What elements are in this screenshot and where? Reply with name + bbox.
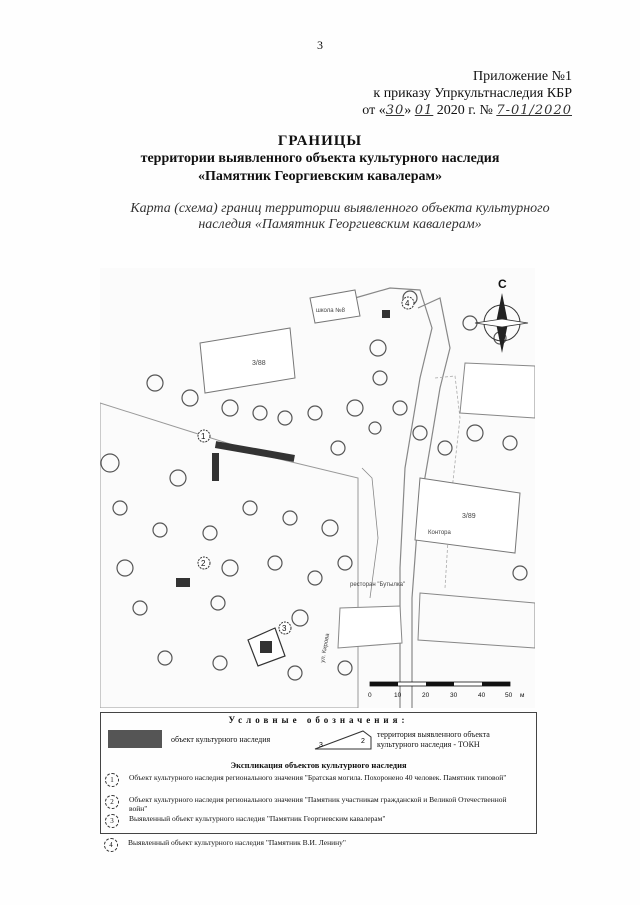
explication-item-3 [105, 814, 525, 828]
label-kontora: Контора [428, 530, 451, 536]
appendix-line1: Приложение №1 [473, 69, 572, 84]
explication-item-2 [105, 795, 525, 813]
monument-object-4 [382, 310, 390, 318]
explication-num-1: 1 [105, 773, 119, 787]
scale-tick-0: 0 [368, 692, 372, 699]
explication-text-1: Объект культурного наследия регионального значения "Братская могила. Похоронено 40 человек. Памятник типовой" [129, 773, 507, 782]
marker-4: 4 [405, 299, 410, 308]
title-heading: ГРАНИЦЫ [277, 133, 363, 149]
explication-text-2: Объект культурного наследия регионального значения "Памятник участникам гражданской и Великой Отечественной войн" [129, 795, 507, 813]
explication-text-3: Выявленный объект культурного наследия "Памятник Георгиевским кавалерам" [129, 814, 386, 823]
date-year: 2020 г. № [436, 103, 493, 118]
title-block [0, 133, 640, 186]
marker-1: 1 [201, 432, 206, 441]
legend-title: Условные обозначения: [228, 715, 409, 725]
legend-label-territory: территория выявленного объекта культурного наследия - ТОКН [377, 730, 490, 749]
appendix-header [362, 68, 572, 119]
legend-swatch-territory [313, 729, 373, 751]
scale-tick-10: 10 [394, 692, 402, 699]
date-mid: » [404, 103, 412, 118]
explication-num-3: 3 [105, 814, 119, 828]
scale-tick-30: 30 [450, 692, 458, 699]
explication-num-2: 2 [105, 795, 119, 809]
date-prefix: от « [362, 103, 386, 118]
north-label: С [498, 277, 507, 291]
order-number: 7-01/2020 [496, 103, 572, 118]
explication-item-1 [105, 773, 525, 787]
legend-swatch-object [108, 730, 162, 748]
marker-3: 3 [282, 624, 287, 633]
legend-label-object: объект культурного наследия [171, 735, 271, 744]
explication-title: Экспликация объектов культурного наследия [230, 760, 407, 770]
appendix-date-line [362, 102, 572, 119]
date-month: 01 [414, 103, 434, 118]
explication-num-4: 4 [104, 838, 118, 852]
legend-num-2: 2 [361, 738, 365, 745]
date-day: 30 [385, 103, 405, 118]
scale-tick-40: 40 [478, 692, 486, 699]
label-street: ул. Кирова [320, 633, 332, 664]
boundary-map [100, 268, 535, 708]
appendix-line2: к приказу Упркультнаследия КБР [373, 86, 572, 101]
legend-num-3: 3 [319, 742, 323, 749]
scale-tick-20: 20 [422, 692, 430, 699]
title-line2: территории выявленного объекта культурного наследия [140, 151, 500, 166]
label-building-388: 3/88 [252, 360, 266, 367]
explication-text-4: Выявленный объект культурного наследия "Памятник В.И. Ленину" [128, 838, 346, 847]
scale-unit: м [520, 692, 525, 699]
label-restaurant: ресторан "Бутылка" [350, 582, 406, 588]
legend-box [100, 712, 537, 834]
page-number: 3 [317, 38, 323, 52]
label-school: школа №8 [316, 308, 345, 314]
scale-tick-50: 50 [505, 692, 513, 699]
explication-item-4 [104, 838, 524, 852]
marker-2: 2 [201, 559, 206, 568]
title-line3: «Памятник Георгиевским кавалерам» [197, 169, 443, 184]
subtitle-line2: наследия «Памятник Георгиевским кавалерам» [198, 217, 482, 232]
map-subtitle [40, 201, 640, 233]
subtitle-line1: Карта (схема) границ территории выявленного объекта культурного [130, 201, 550, 216]
label-building-389: 3/89 [462, 513, 476, 520]
monument-object-2 [176, 578, 190, 587]
